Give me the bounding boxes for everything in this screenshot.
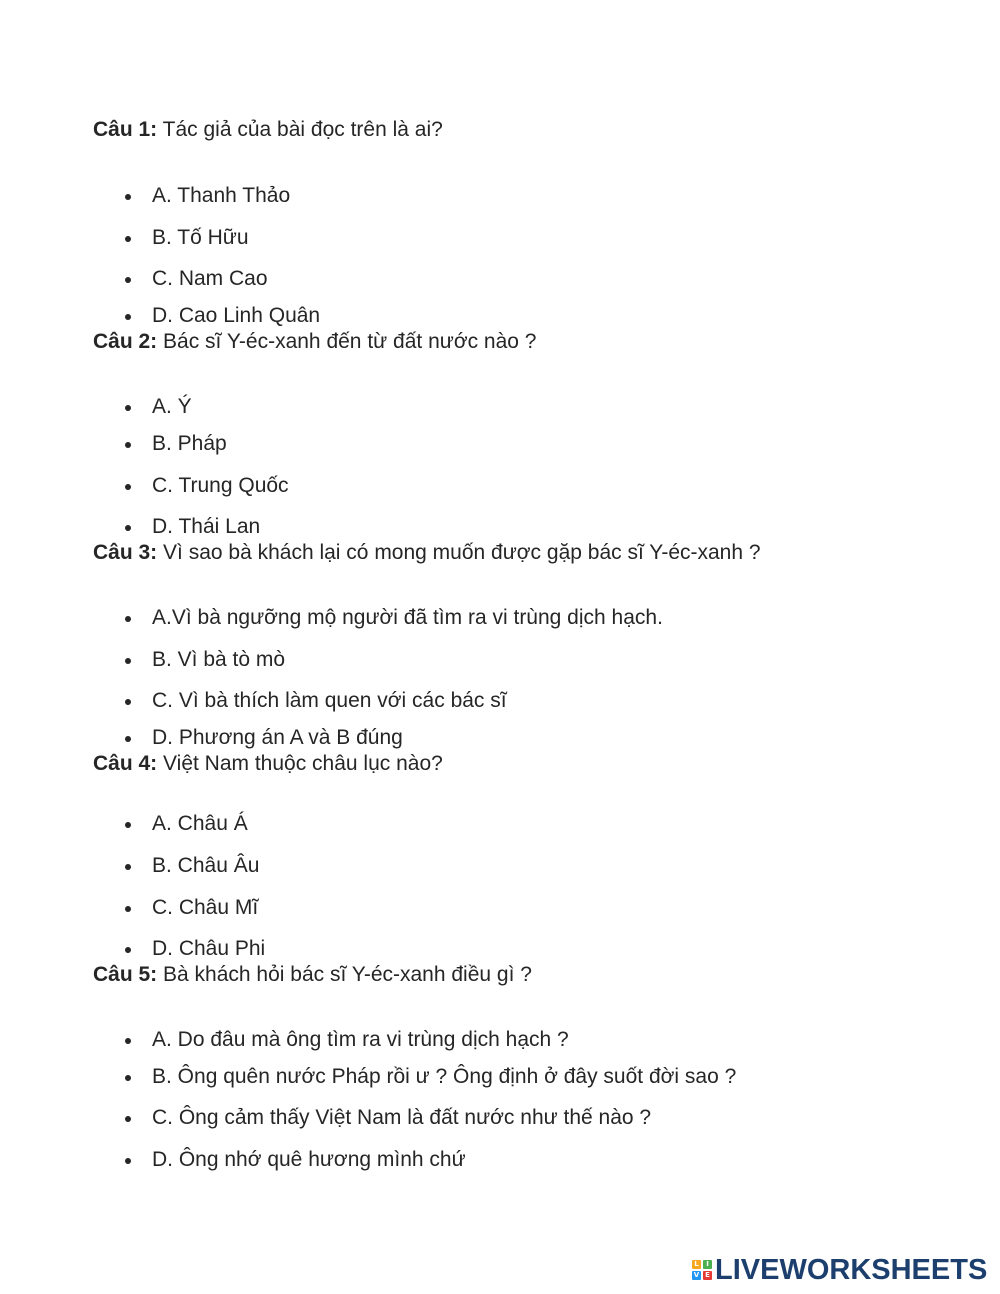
- question-5: [93, 963, 532, 987]
- bullet-icon: [125, 194, 131, 200]
- bullet-icon: [125, 906, 131, 912]
- q3-option-c[interactable]: [152, 689, 507, 713]
- q5-option-c[interactable]: [152, 1106, 651, 1130]
- question-4-text: Việt Nam thuộc châu lục nào?: [157, 752, 443, 775]
- question-5-label: Câu 5:: [93, 963, 158, 986]
- option-text: C. Ông cảm thấy Việt Nam là đất nước như thế nào ?: [152, 1106, 652, 1129]
- q3-option-d[interactable]: [152, 726, 403, 750]
- q2-option-c[interactable]: [152, 474, 289, 498]
- option-text: B. Châu Âu: [152, 854, 260, 877]
- q4-option-b[interactable]: [152, 854, 259, 878]
- bullet-icon: [125, 236, 131, 242]
- q3-option-a[interactable]: [152, 606, 663, 630]
- question-1: [93, 118, 443, 142]
- question-4: [93, 752, 443, 776]
- bullet-icon: [125, 699, 131, 705]
- question-3-text: Vì sao bà khách lại có mong muốn được gặp bác sĩ Y-éc-xanh ?: [157, 541, 761, 564]
- question-2: [93, 330, 536, 354]
- q4-option-c[interactable]: [152, 896, 258, 920]
- q5-option-b[interactable]: [152, 1065, 736, 1089]
- bullet-icon: [125, 484, 131, 490]
- bullet-icon: [125, 947, 131, 953]
- q1-option-b[interactable]: [152, 226, 249, 250]
- option-text: D. Châu Phi: [152, 937, 266, 960]
- question-2-label: Câu 2:: [93, 330, 158, 353]
- q4-option-d[interactable]: [152, 937, 265, 961]
- logo-block: I: [703, 1260, 712, 1269]
- question-4-label: Câu 4:: [93, 752, 158, 775]
- option-text: A. Do đâu mà ông tìm ra vi trùng dịch hạch ?: [152, 1028, 569, 1051]
- option-text: B. Pháp: [152, 432, 227, 455]
- bullet-icon: [125, 1075, 131, 1081]
- option-text: D. Phương án A và B đúng: [152, 726, 403, 749]
- q1-option-a[interactable]: [152, 184, 290, 208]
- option-text: A. Ý: [152, 395, 192, 418]
- q3-option-b[interactable]: [152, 648, 285, 672]
- logo-block: L: [692, 1260, 701, 1269]
- question-1-text: Tác giả của bài đọc trên là ai?: [157, 118, 443, 141]
- logo-blocks-icon: [692, 1260, 712, 1280]
- q4-option-a[interactable]: [152, 812, 248, 836]
- bullet-icon: [125, 525, 131, 531]
- question-3-label: Câu 3:: [93, 541, 158, 564]
- option-text: B. Tố Hữu: [152, 226, 249, 249]
- logo-block: V: [693, 1271, 700, 1279]
- q5-option-d[interactable]: [152, 1148, 466, 1172]
- option-text: C. Trung Quốc: [152, 474, 289, 497]
- logo-block: E: [703, 1271, 712, 1280]
- option-text: C. Châu Mĩ: [152, 896, 259, 919]
- option-text: D. Ông nhớ quê hương mình chứ: [152, 1148, 466, 1171]
- bullet-icon: [125, 277, 131, 283]
- bullet-icon: [125, 442, 131, 448]
- q2-option-b[interactable]: [152, 432, 227, 456]
- bullet-icon: [125, 405, 131, 411]
- liveworksheets-logo: [692, 1255, 987, 1285]
- question-2-text: Bác sĩ Y-éc-xanh đến từ đất nước nào ?: [157, 330, 537, 353]
- bullet-icon: [125, 1116, 131, 1122]
- q2-option-a[interactable]: [152, 395, 192, 419]
- q5-option-a[interactable]: [152, 1028, 569, 1052]
- option-text: C. Vì bà thích làm quen với các bác sĩ: [152, 689, 507, 712]
- bullet-icon: [125, 616, 131, 622]
- bullet-icon: [125, 314, 131, 320]
- option-text: A.Vì bà ngưỡng mộ người đã tìm ra vi trùng dịch hạch.: [152, 606, 663, 629]
- option-text: A. Châu Á: [152, 812, 248, 835]
- logo-text: LIVEWORKSHEETS: [715, 1254, 988, 1286]
- option-text: C. Nam Cao: [152, 267, 268, 290]
- option-text: D. Thái Lan: [152, 515, 261, 538]
- option-text: A. Thanh Thảo: [152, 184, 291, 207]
- bullet-icon: [125, 1038, 131, 1044]
- option-text: D. Cao Linh Quân: [152, 304, 321, 327]
- bullet-icon: [125, 822, 131, 828]
- q1-option-d[interactable]: [152, 304, 320, 328]
- bullet-icon: [125, 1158, 131, 1164]
- bullet-icon: [125, 658, 131, 664]
- bullet-icon: [125, 736, 131, 742]
- bullet-icon: [125, 864, 131, 870]
- question-5-text: Bà khách hỏi bác sĩ Y-éc-xanh điều gì ?: [157, 963, 532, 986]
- question-1-label: Câu 1:: [93, 118, 158, 141]
- q2-option-d[interactable]: [152, 515, 260, 539]
- q1-option-c[interactable]: [152, 267, 268, 291]
- option-text: B. Vì bà tò mò: [152, 648, 286, 671]
- option-text: B. Ông quên nước Pháp rồi ư ? Ông định ở đây suốt đời sao ?: [152, 1065, 737, 1088]
- question-3: [93, 541, 761, 565]
